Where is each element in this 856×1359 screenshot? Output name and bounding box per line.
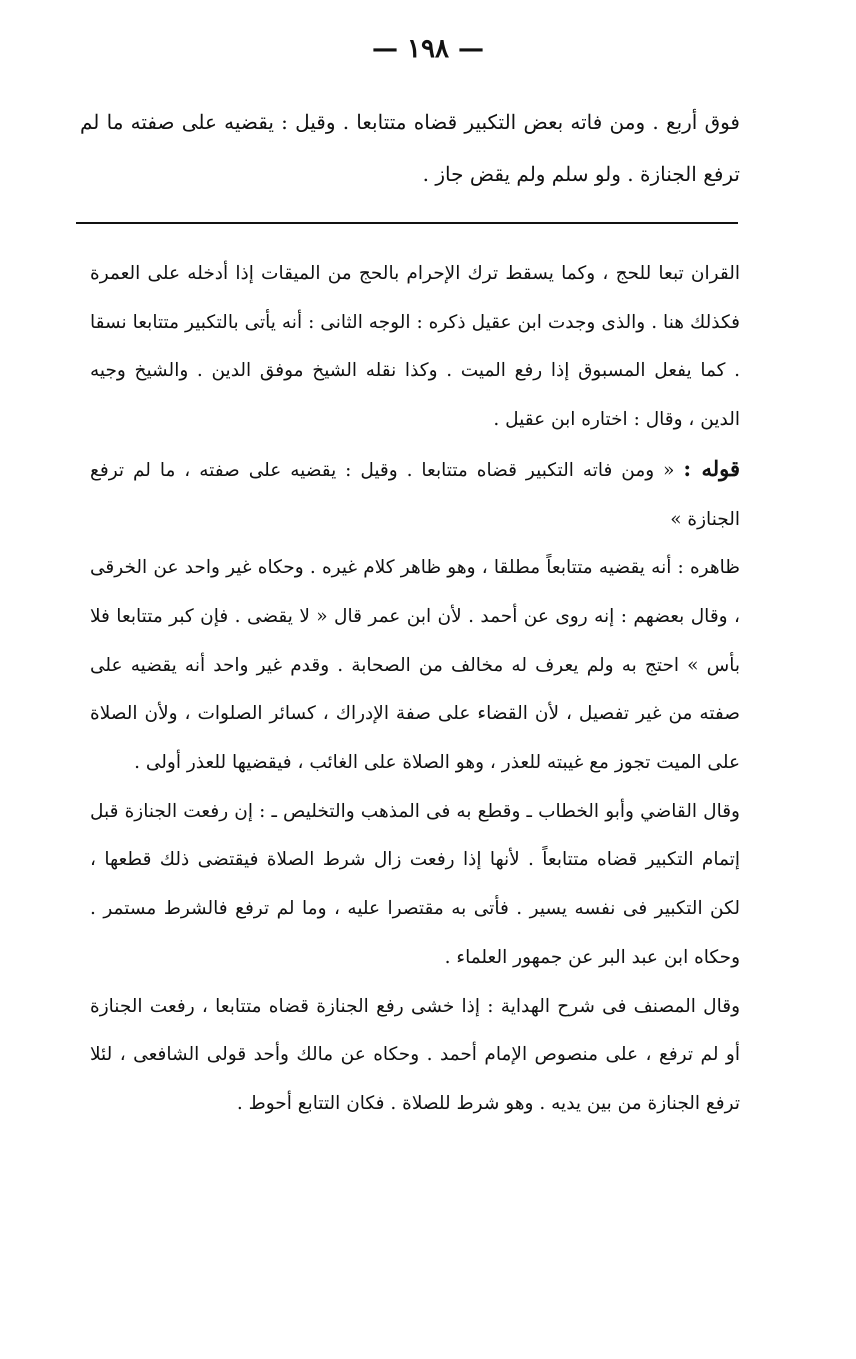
- commentary-paragraph-4: وقال القاضي وأبو الخطاب ـ وقطع به فى المذهب والتخليص ـ : إن رفعت الجنازة قبل إتمام التكبير قضاه متتابعاً . لأنها إذا رفعت زال شرط الصلاة فيقتضى ذلك قطعها ، لكن التكبير فى نفسه يسير . فأتى به مقتصرا عليه ، وما لم ترفع فالشرط مستمر . وحكاه ابن عبد البر عن جمهور العلماء .: [90, 800, 740, 968]
- section-divider: [76, 222, 738, 224]
- page-number: — ١٩٨ —: [371, 34, 485, 64]
- commentary-paragraph-1: القران تبعا للحج ، وكما يسقط ترك الإحرام بالحج من الميقات إذا أدخله على العمرة فكذلك هنا . والذى وجدت ابن عقيل ذكره : الوجه الثانى : أنه يأتى بالتكبير متتابعا نسقا . كما يفعل المسبوق إذا رفع الميت . وكذا نقله الشيخ موفق الدين . والشيخ وجيه الدين ، وقال : اختاره ابن عقيل .: [90, 263, 740, 431]
- commentary-lead-label: قوله :: [683, 455, 740, 481]
- commentary-paragraph-3: ظاهره : أنه يقضيه متتابعاً مطلقا ، وهو ظاهر كلام غيره . وحكاه غير واحد عن الخرقى ، وقال بعضهم : إنه روى عن أحمد . لأن ابن عمر قال « لا يقضى . فإن كبر متتابعا فلا بأس » احتج به ولم يعرف له مخالف من الصحابة . وقدم غير واحد أنه يقضيه على صفته من غير تفصيل ، لأن القضاء على صفة الإدراك ، كسائر الصلوات ، ولأن الصلاة على الميت تجوز مع غيبته للعذر ، وهو الصلاة على الغائب ، فيقضيها للعذر أولى .: [90, 557, 740, 774]
- commentary-paragraph-2: [90, 445, 740, 544]
- main-text-paragraph: فوق أربع . ومن فاته بعض التكبير قضاه متتابعا . وقيل : يقضيه على صفته ما لم ترفع الجنازة . ولو سلم ولم يقض جاز .: [80, 110, 740, 186]
- commentary-block: [90, 250, 740, 1129]
- main-text-block: [80, 96, 740, 200]
- commentary-paragraph-5: وقال المصنف فى شرح الهداية : إذا خشى رفع الجنازة قضاه متتابعا ، رفعت الجنازة أو لم ترفع ، على منصوص الإمام أحمد . وحكاه عن مالك وأحد قولى الشافعى ، لئلا ترفع الجنازة من بين يديه . وهو شرط للصلاة . فكان التتابع أحوط .: [90, 995, 740, 1114]
- commentary-quote: « ومن فاته التكبير قضاه متتابعا . وقيل : يقضيه على صفته ، ما لم ترفع الجنازة »: [90, 459, 740, 530]
